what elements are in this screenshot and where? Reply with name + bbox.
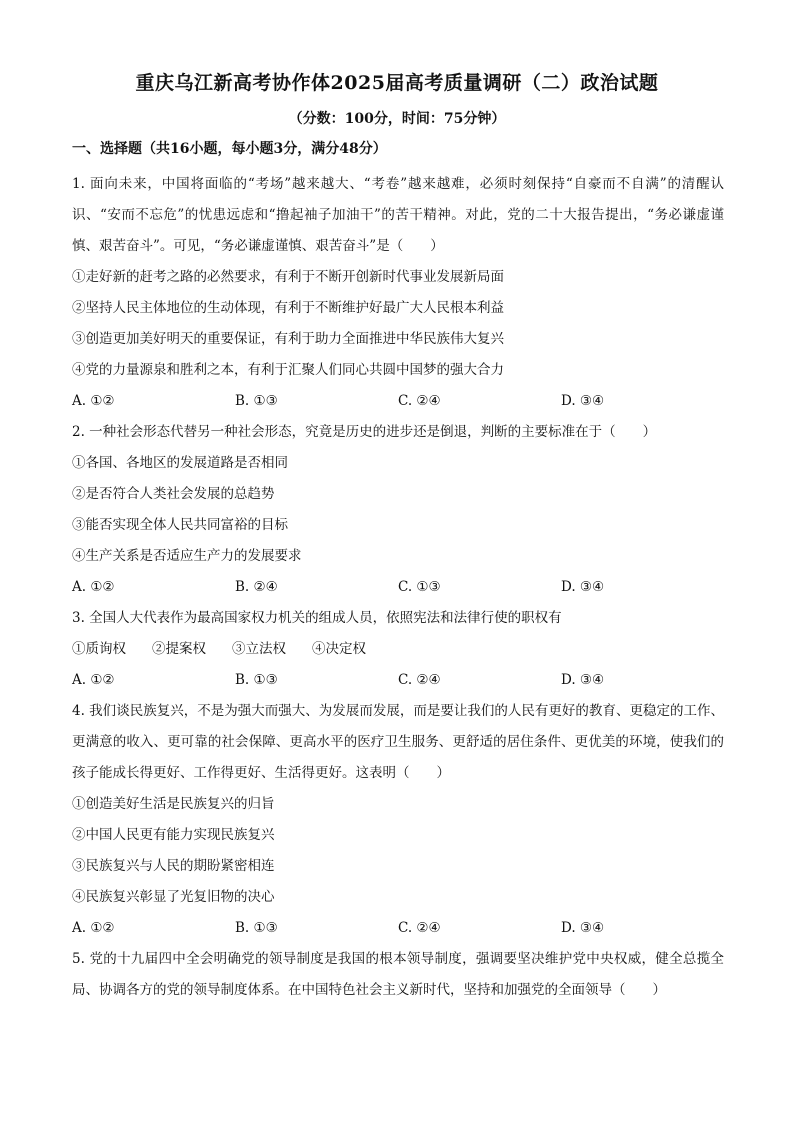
option-c: C. ②④ (398, 393, 441, 409)
question-stem: 5. 党的十九届四中全会明确党的领导制度是我国的根本领导制度，强调要坚决维护党中央权威，健全总揽全局、协调各方的党的领导制度体系。在中国特色社会主义新时代，坚持和加强党的全面领导（ ） (72, 951, 724, 998)
question-stem: 2. 一种社会形态代替另一种社会形态，究竟是历史的进步还是倒退，判断的主要标准在于（ ） (72, 424, 657, 440)
question-1 (72, 169, 724, 417)
option-a: A. ①② (72, 579, 115, 595)
statement: ③立法权 (232, 641, 286, 657)
option-a: A. ①② (72, 393, 115, 409)
option-b: B. ①③ (235, 672, 278, 688)
section-heading: 一、选择题（共16小题，每小题3分，满分48分） (72, 141, 387, 157)
statement: ②中国人民更有能力实现民族复兴 (72, 827, 275, 843)
question-3 (72, 603, 724, 696)
answer-options (72, 913, 724, 944)
statement: ③民族复兴与人民的期盼紧密相连 (72, 858, 275, 874)
option-c: C. ②④ (398, 672, 441, 688)
question-stem: 4. 我们谈民族复兴，不是为强大而强大、为发展而发展，而是要让我们的人民有更好的教育、更稳定的工作、更满意的收入、更可靠的社会保障、更高水平的医疗卫生服务、更舒适的居住条件、更优美的环境，使我们的孩子能成长得更好、工作得更好、生活得更好。这表明（ ） (72, 703, 724, 781)
statement: ①创造美好生活是民族复兴的归旨 (72, 796, 275, 812)
option-c: C. ②④ (398, 920, 441, 936)
option-a: A. ①② (72, 672, 115, 688)
statement: ②提案权 (152, 641, 206, 657)
statement: ②是否符合人类社会发展的总趋势 (72, 486, 275, 502)
statement: ④民族复兴彰显了光复旧物的决心 (72, 889, 275, 905)
option-b: B. ②④ (235, 579, 278, 595)
option-c: C. ①③ (398, 579, 441, 595)
option-d: D. ③④ (561, 579, 605, 595)
statement-row (72, 634, 724, 665)
statement: ④生产关系是否适应生产力的发展要求 (72, 548, 302, 564)
option-b: B. ①③ (235, 920, 278, 936)
question-stem: 3. 全国人大代表作为最高国家权力机关的组成人员，依照宪法和法律行使的职权有 (72, 610, 562, 626)
answer-options (72, 386, 724, 417)
question-stem: 1. 面向未来，中国将面临的“考场”越来越大、“考卷”越来越难，必须时刻保持“自豪而不自满”的清醒认识、“安而不忘危”的忧患远虑和“撸起袖子加油干”的苦干精神。对此，党的二十大报告提出，“务必谦虚谨慎、艰苦奋斗”。可见，“务必谦虚谨慎、艰苦奋斗”是（ ） (72, 176, 724, 254)
option-a: A. ①② (72, 920, 115, 936)
statement: ④决定权 (312, 641, 366, 657)
option-d: D. ③④ (561, 920, 605, 936)
statement: ③创造更加美好明天的重要保证，有利于助力全面推进中华民族伟大复兴 (72, 331, 504, 347)
exam-content (72, 138, 724, 1006)
question-4 (72, 696, 724, 944)
statement: ④党的力量源泉和胜利之本，有利于汇聚人们同心共圆中国梦的强大合力 (72, 362, 504, 378)
exam-subtitle: （分数：100分，时间：75分钟） (288, 111, 506, 127)
answer-options (72, 572, 724, 603)
statement: ①走好新的赶考之路的必然要求，有利于不断开创新时代事业发展新局面 (72, 269, 504, 285)
statement: ③能否实现全体人民共同富裕的目标 (72, 517, 288, 533)
question-5 (72, 944, 724, 1006)
answer-options (72, 665, 724, 696)
option-d: D. ③④ (561, 672, 605, 688)
statement: ①质询权 (72, 641, 126, 657)
statement: ①各国、各地区的发展道路是否相同 (72, 455, 288, 471)
option-b: B. ①③ (235, 393, 278, 409)
exam-title: 重庆乌江新高考协作体2025届高考质量调研（二）政治试题 (135, 72, 659, 94)
option-d: D. ③④ (561, 393, 605, 409)
statement: ②坚持人民主体地位的生动体现，有利于不断维护好最广大人民根本利益 (72, 300, 504, 316)
question-2 (72, 417, 724, 603)
